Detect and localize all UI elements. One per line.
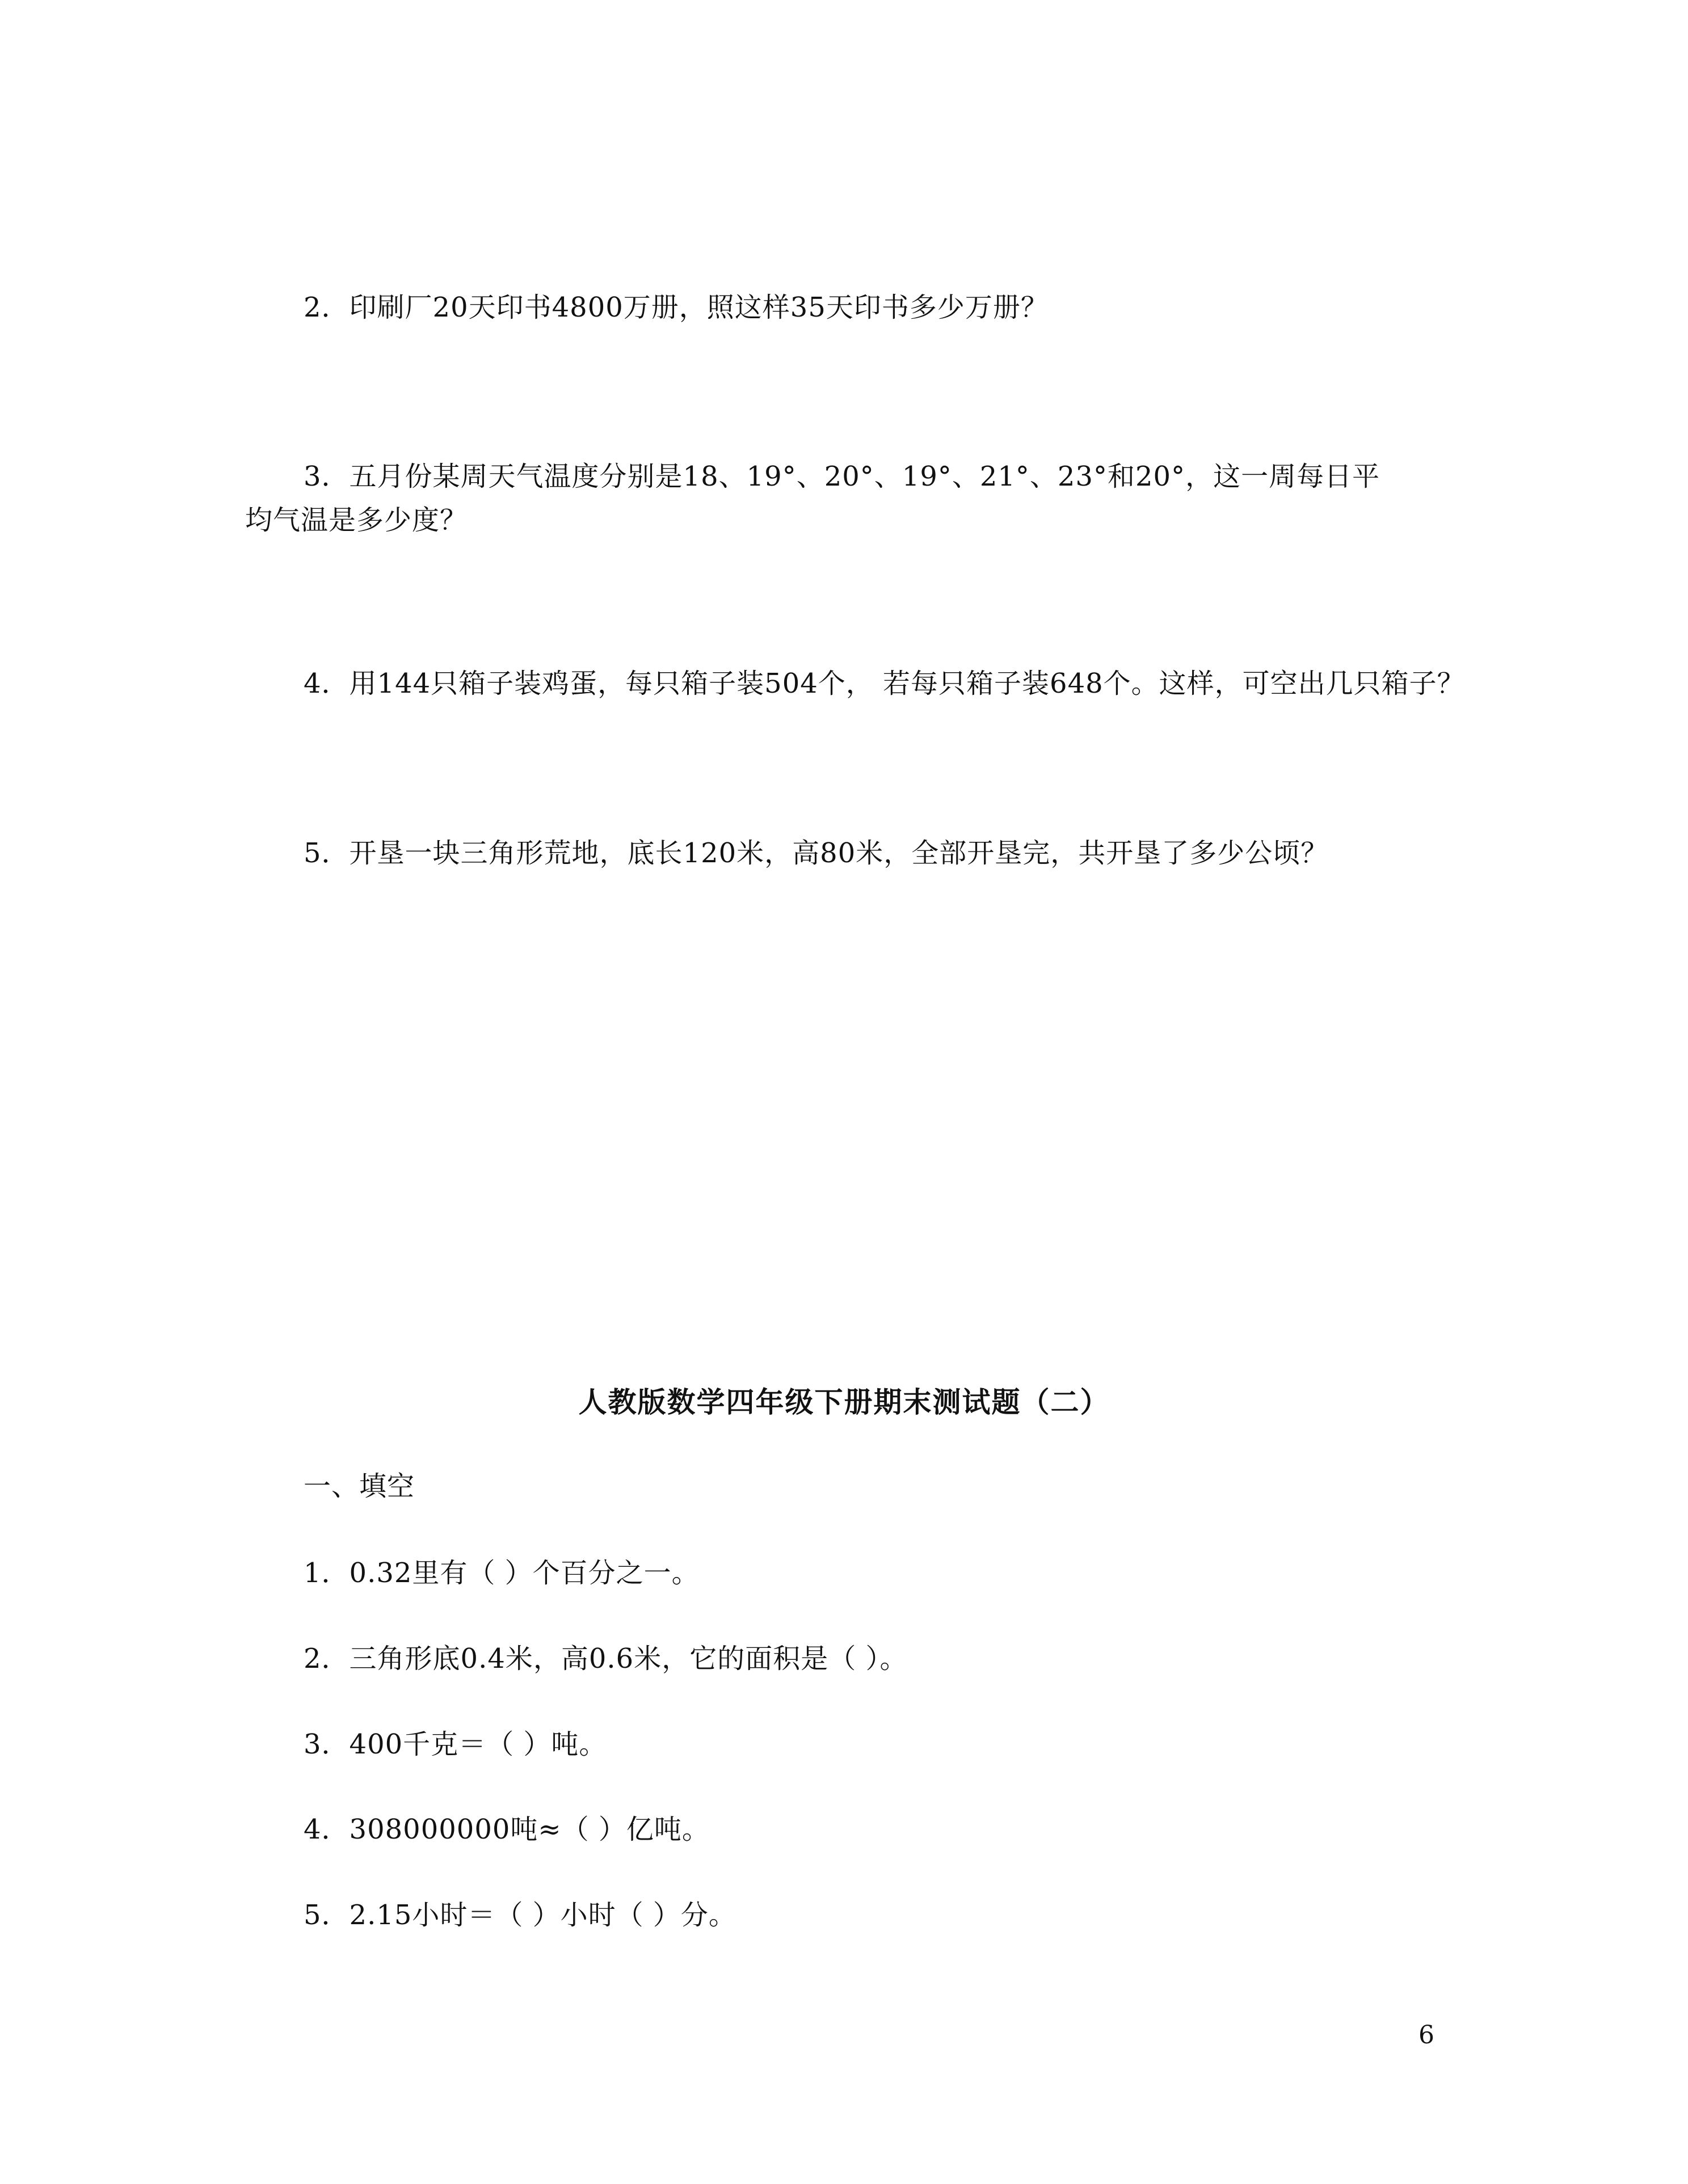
problem-3-text-line1: 3．五月份某周天气温度分别是18、19°、20°、19°、21°、23°和20°，这一周每日平 bbox=[304, 461, 1380, 492]
problem-5-text: 5．开垦一块三角形荒地，底长120米，高80米，全部开垦完，共开垦了多少公顷？ bbox=[304, 837, 1329, 869]
page-number: 6 bbox=[1418, 2021, 1434, 2050]
fill-blank-item-4: 4．308000000吨≈（ ）亿吨。 bbox=[304, 1814, 710, 1845]
problem-2-text: 2．印刷厂20天印书4800万册，照这样35天印书多少万册？ bbox=[304, 292, 1049, 323]
fill-blank-item-3: 3．400千克＝（ ）吨。 bbox=[304, 1728, 607, 1760]
section-heading-fill-blank: 一、填空 bbox=[304, 1470, 415, 1502]
exam-title: 人教版数学四年级下册期末测试题（二） bbox=[578, 1385, 1110, 1419]
fill-blank-item-5: 5．2.15小时＝（ ）小时（ ）分。 bbox=[304, 1899, 736, 1931]
fill-blank-item-1: 1．0.32里有（ ）个百分之一。 bbox=[304, 1557, 700, 1589]
problem-3-text-line2: 均气温是多少度？ bbox=[245, 504, 468, 536]
problem-4-text: 4．用144只箱子装鸡蛋，每只箱子装504个， 若每只箱子装648个。这样，可空出几只箱子？ bbox=[304, 668, 1465, 699]
fill-blank-item-2: 2．三角形底0.4米，高0.6米，它的面积是（ ）。 bbox=[304, 1643, 908, 1675]
